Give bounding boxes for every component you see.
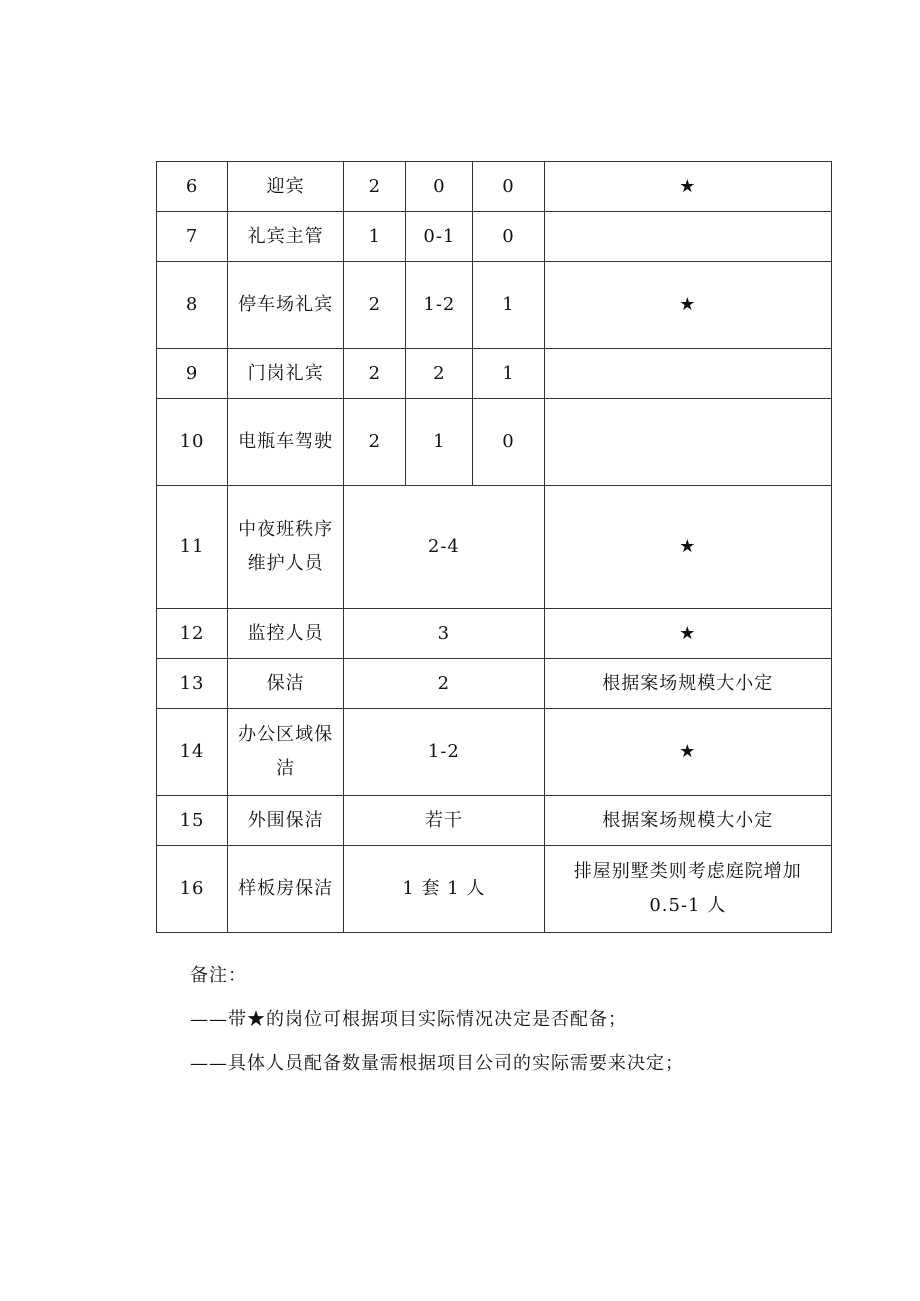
table-row [157, 659, 832, 709]
staffing-table [156, 161, 832, 933]
count-c: 1 [473, 262, 544, 349]
count-b: 1-2 [406, 262, 473, 349]
remarks-title: 备注： [190, 965, 247, 986]
post-name: 门岗礼宾 [228, 349, 344, 399]
merged-count: 2 [344, 659, 544, 709]
count-c: 0 [473, 162, 544, 212]
post-name: 礼宾主管 [228, 212, 344, 262]
note-cell: 根据案场规模大小定 [544, 659, 831, 709]
row-number: 15 [157, 796, 228, 846]
note-star: ★ [544, 162, 831, 212]
count-c: 1 [473, 349, 544, 399]
note-star: ★ [544, 262, 831, 349]
note-cell [544, 399, 831, 486]
count-b: 0-1 [406, 212, 473, 262]
remarks-line: ——具体人员配备数量需根据项目公司的实际需要来决定； [190, 1053, 684, 1074]
post-name [228, 486, 344, 609]
count-b: 1 [406, 399, 473, 486]
note-cell [544, 212, 831, 262]
post-name-line: 洁 [276, 758, 296, 779]
row-number: 11 [157, 486, 228, 609]
count-b: 0 [406, 162, 473, 212]
table-row [157, 399, 832, 486]
row-number: 16 [157, 846, 228, 933]
count-c: 0 [473, 212, 544, 262]
merged-count: 3 [344, 609, 544, 659]
table-row [157, 162, 832, 212]
count-c: 0 [473, 399, 544, 486]
note-line: 0.5-1 人 [649, 895, 727, 916]
table-row [157, 262, 832, 349]
table-row [157, 709, 832, 796]
post-name-line: 维护人员 [247, 553, 324, 574]
post-name: 停车场礼宾 [228, 262, 344, 349]
row-number: 7 [157, 212, 228, 262]
note-star: ★ [544, 486, 831, 609]
note-cell: 根据案场规模大小定 [544, 796, 831, 846]
post-name [228, 709, 344, 796]
table-row [157, 486, 832, 609]
row-number: 8 [157, 262, 228, 349]
table-row [157, 212, 832, 262]
count-b: 2 [406, 349, 473, 399]
post-name: 电瓶车驾驶 [228, 399, 344, 486]
row-number: 6 [157, 162, 228, 212]
row-number: 14 [157, 709, 228, 796]
merged-count: 1-2 [344, 709, 544, 796]
table-row [157, 846, 832, 933]
table-row [157, 349, 832, 399]
row-number: 13 [157, 659, 228, 709]
post-name-line: 办公区域保 [238, 724, 334, 745]
post-name: 外围保洁 [228, 796, 344, 846]
row-number: 12 [157, 609, 228, 659]
post-name: 保洁 [228, 659, 344, 709]
post-name: 样板房保洁 [228, 846, 344, 933]
merged-count: 1 套 1 人 [344, 846, 544, 933]
table-row [157, 796, 832, 846]
count-a: 2 [344, 162, 406, 212]
row-number: 9 [157, 349, 228, 399]
note-cell [544, 846, 831, 933]
remarks-line: ——带★的岗位可根据项目实际情况决定是否配备； [190, 1009, 627, 1030]
remarks [190, 960, 684, 1092]
note-cell [544, 349, 831, 399]
count-a: 1 [344, 212, 406, 262]
merged-count: 2-4 [344, 486, 544, 609]
post-name-line: 中夜班秩序 [238, 519, 334, 540]
row-number: 10 [157, 399, 228, 486]
count-a: 2 [344, 262, 406, 349]
count-a: 2 [344, 399, 406, 486]
note-star: ★ [544, 609, 831, 659]
post-name: 监控人员 [228, 609, 344, 659]
count-a: 2 [344, 349, 406, 399]
post-name: 迎宾 [228, 162, 344, 212]
note-star: ★ [544, 709, 831, 796]
table-row [157, 609, 832, 659]
note-line: 排屋别墅类则考虑庭院增加 [573, 861, 802, 882]
merged-count: 若干 [344, 796, 544, 846]
